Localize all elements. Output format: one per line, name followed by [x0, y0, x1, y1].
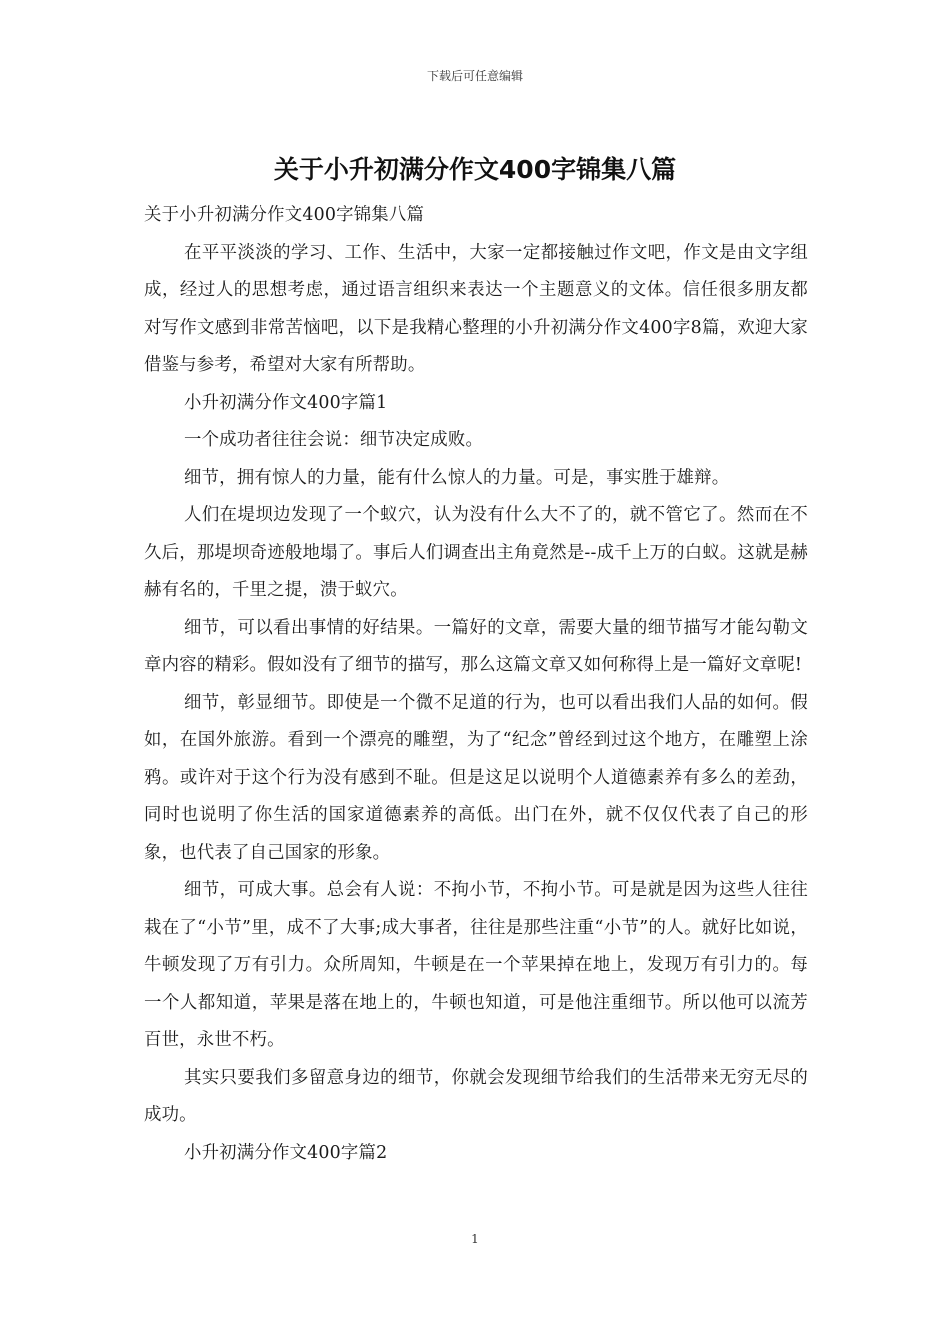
- body-paragraph: 细节，可成大事。总会有人说：不拘小节，不拘小节。可是就是因为这些人往往栽在了“小节”里，成不了大事;成大事者，往往是那些注重“小节”的人。就好比如说，牛顿发现了万有引力。众所周知，牛顿是在一个苹果掉在地上，发现万有引力的。每一个人都知道，苹果是落在地上的，牛顿也知道，可是他注重细节。所以他可以流芳百世，永世不朽。: [144, 880, 808, 1050]
- essay-heading-1: 小升初满分作文400字篇1: [184, 392, 388, 413]
- body-paragraph: 细节，彰显细节。即使是一个微不足道的行为，也可以看出我们人品的如何。假如，在国外旅游。看到一个漂亮的雕塑，为了“纪念”曾经到过这个地方，在雕塑上涂鸦。或许对于这个行为没有感到不耻。但是这足以说明个人道德素养有多么的差劲，同时也说明了你生活的国家道德素养的高低。出门在外，就不仅仅代表了自己的形象，也代表了自己国家的形象。: [144, 692, 808, 863]
- body-paragraph: 一个成功者往往会说：细节决定成败。: [184, 430, 484, 450]
- intro-paragraph: 在平平淡淡的学习、工作、生活中，大家一定都接触过作文吧，作文是由文字组成，经过人的思想考虑，通过语言组织来表达一个主题意义的文体。信任很多朋友都对写作文感到非常苦恼吧，以下是我精心整理的小升初满分作文400字8篇，欢迎大家借鉴与参考，希望对大家有所帮助。: [144, 242, 808, 375]
- document-title: 关于小升初满分作文400字锦集八篇: [273, 155, 677, 184]
- page-header: 下载后可任意编辑: [426, 69, 523, 83]
- body-paragraph: 细节，拥有惊人的力量，能有什么惊人的力量。可是，事实胜于雄辩。: [184, 467, 730, 488]
- document-subtitle: 关于小升初满分作文400字锦集八篇: [144, 205, 425, 225]
- body-paragraph: 细节，可以看出事情的好结果。一篇好的文章，需要大量的细节描写才能勾勒文章内容的精彩。假如没有了细节的描写，那么这篇文章又如何称得上是一篇好文章呢!: [144, 617, 808, 675]
- body-paragraph: 其实只要我们多留意身边的细节，你就会发现细节给我们的生活带来无穷无尽的成功。: [144, 1067, 808, 1125]
- essay-heading-2: 小升初满分作文400字篇2: [184, 1142, 388, 1163]
- document-body: [144, 197, 808, 1172]
- body-paragraph: 人们在堤坝边发现了一个蚁穴，认为没有什么大不了的，就不管它了。然而在不久后，那堤坝奇迹般地塌了。事后人们调查出主角竟然是--成千上万的白蚁。这就是赫赫有名的，千里之提，溃于蚁穴。: [144, 505, 808, 600]
- page-number: 1: [471, 1232, 479, 1246]
